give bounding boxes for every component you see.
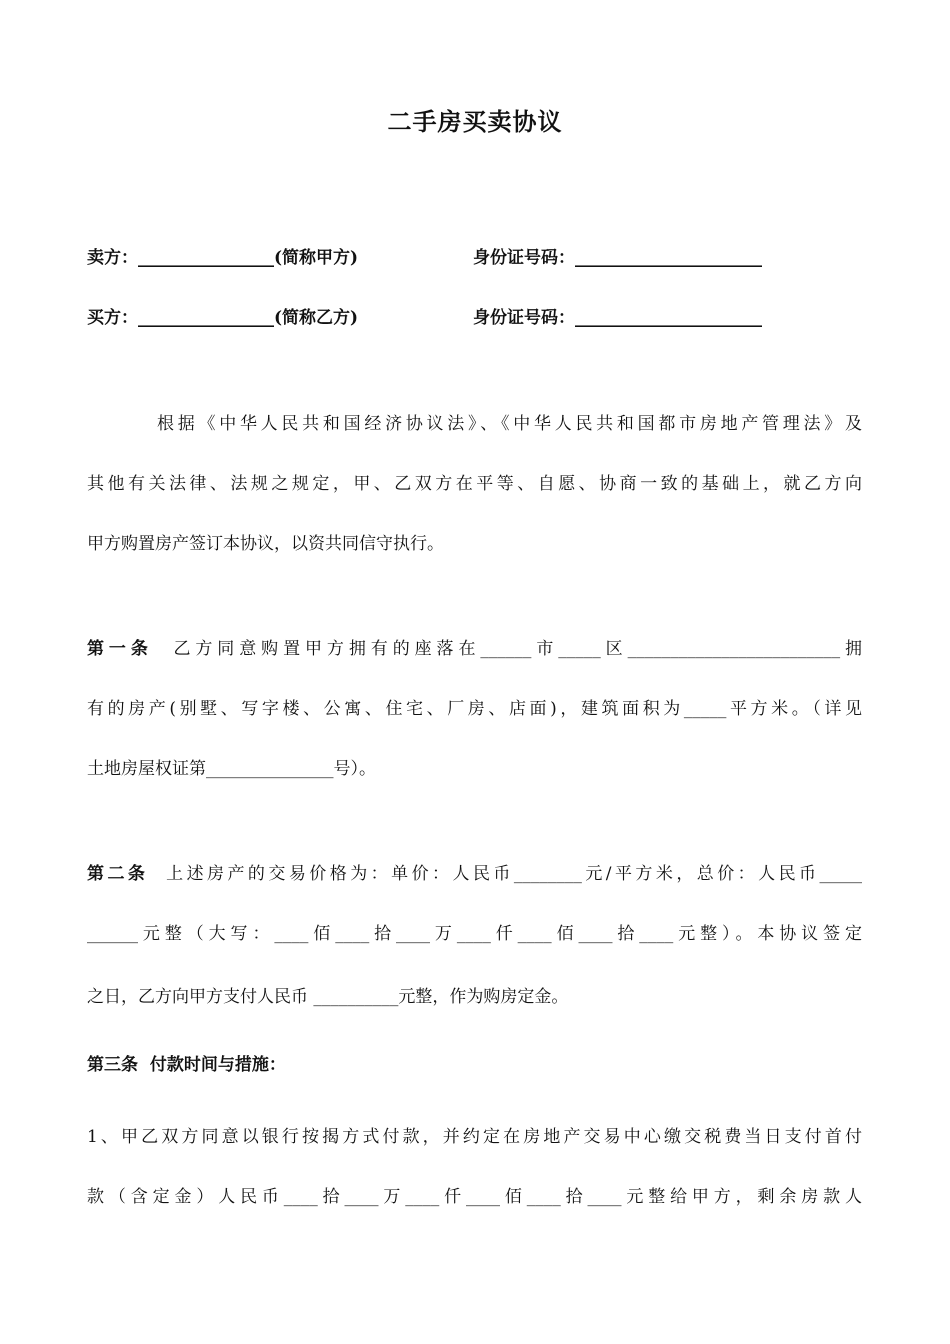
article3-heading: 第三条 [87,1055,138,1075]
seller-row [87,243,867,271]
buyer-row [87,303,867,331]
article3-title: 付款时间与措施： [149,1055,286,1075]
buyer-id-field: 身份证号码：______________________ [473,308,762,328]
article3-line: 款（含定金）人民币____拾____万____仟____佰____拾____元整给甲方，剩余房款人 [87,1187,862,1207]
preamble-line: 其他有关法律、法规之规定，甲、乙双方在平等、自愿、协商一致的基础上，就乙方向 [87,474,862,494]
article1-line: 有的房产(别墅、写字楼、公寓、住宅、厂房、店面)，建筑面积为_____平方米。（详见 [87,699,862,719]
article1-line [87,634,862,659]
article3-heading-line [87,1050,862,1075]
buyer-name-field: 买方：________________(简称乙方) [87,308,359,328]
article2-line: ______元整（大写：____佰____拾____万____仟____佰____拾____元整）。本协议签定 [87,924,862,944]
preamble-line: 甲方购置房产签订本协议，以资共同信守执行。 [87,534,444,554]
article2-heading: 第二条 [87,864,149,884]
document-title: 二手房买卖协议 [387,107,563,136]
seller-name-field: 卖方：________________(简称甲方) [87,248,359,268]
preamble-line: 根据《中华人民共和国经济协议法》、《中华人民共和国都市房地产管理法》及 [157,414,862,434]
article2-line: 之日，乙方向甲方支付人民币 __________元整，作为购房定金。 [87,987,569,1007]
article2-line [87,859,862,884]
article3-line: 1、甲乙双方同意以银行按揭方式付款，并约定在房地产交易中心缴交税费当日支付首付 [87,1127,862,1147]
article1-heading: 第一条 [87,639,153,659]
article1-text: 乙方同意购置甲方拥有的座落在______市_____区_________________________拥 [173,639,862,659]
article1-line: 土地房屋权证第_______________号）。 [87,759,376,779]
article2-text: 上述房产的交易价格为：单价：人民币________元/平方米，总价：人民币_____ [166,864,862,884]
seller-id-field: 身份证号码：______________________ [473,248,762,268]
